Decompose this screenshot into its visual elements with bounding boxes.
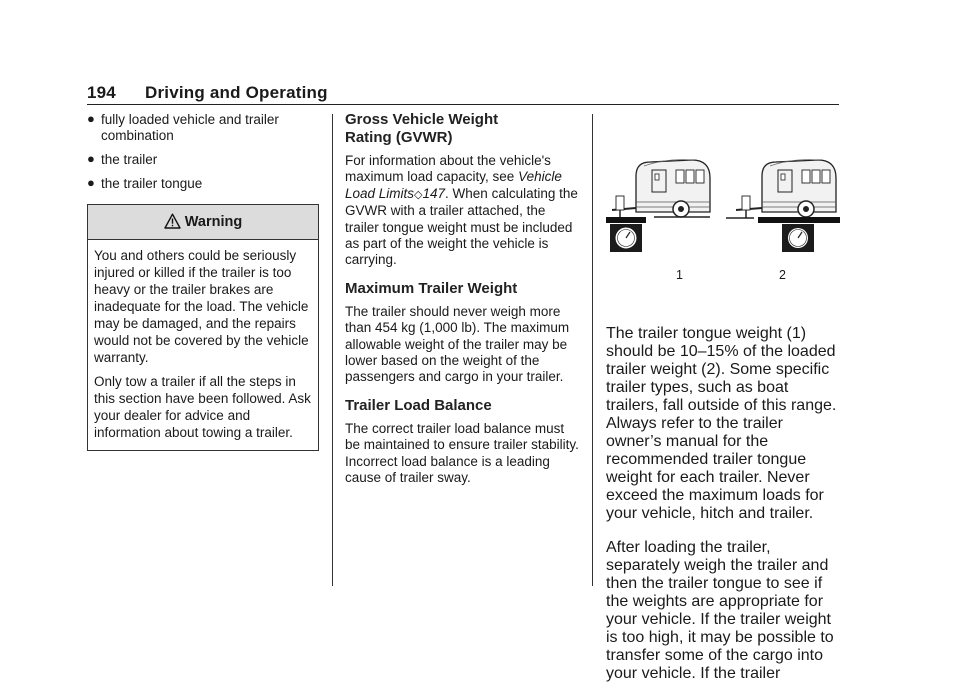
- warning-paragraph: Only tow a trailer if all the steps in this section have been followed. Ask your dealer for advice and information about towing a trailer.: [94, 374, 311, 440]
- column-divider-2: [592, 114, 593, 586]
- figure-label-1: 1: [676, 268, 683, 282]
- cross-reference-icon: ◇: [414, 188, 423, 201]
- list-item-text: the trailer tongue: [101, 176, 203, 191]
- trailer-1-illustration: [606, 160, 710, 252]
- page-header: [87, 83, 839, 103]
- trailer-scales-diagram: [606, 152, 842, 262]
- column-3-text: [606, 309, 842, 699]
- list-item-text: fully loaded vehicle and trailer combination: [101, 112, 279, 143]
- weighing-paragraph: After loading the trailer, separately weigh the trailer and then the trailer tongue to see if the weights are appropriate for your vehicle. If the trailer weight is too high, it may be possible to transfer some of the cargo into your vehicle. If the trailer: [606, 539, 834, 682]
- list-item: [87, 112, 319, 144]
- gvwr-text: For information about the vehicle's maximum load capacity, see: [345, 153, 551, 185]
- vehicle-load-limits-link[interactable]: Vehicle Load Limits: [345, 169, 562, 201]
- section-title: Driving and Operating: [145, 83, 328, 102]
- warning-paragraph: You and others could be seriously injured or killed if the trailer is too heavy or the trailer brakes are inadequate for the load. The vehicle may be damaged, and the repairs would not be covered by the vehicle warranty.: [94, 248, 309, 365]
- gvwr-text-cont: . When calculating the GVWR with a trailer attached, the trailer tongue weight must be included as part of the weight the vehicle is carrying.: [345, 185, 578, 268]
- trailer-2-illustration: [726, 160, 840, 252]
- max-trailer-weight-heading: Maximum Trailer Weight: [345, 279, 518, 297]
- page-reference[interactable]: 147: [422, 185, 446, 201]
- bullet-list: [87, 112, 319, 192]
- trailer-load-balance-paragraph: The correct trailer load balance must be maintained to ensure trailer stability. Incorrect load balance is a leading cause of trailer sway.: [345, 420, 579, 486]
- header-rule: [87, 104, 839, 105]
- tongue-weight-paragraph: The trailer tongue weight (1) should be 10–15% of the loaded trailer weight (2). Some specific trailer types, such as boat trailers, fall outside of this range. Always refer to the trailer owner’s manual for the recommended trailer tongue weight for each trailer. Never exceed the maximum loads for your vehicle, hitch and trailer.: [606, 325, 837, 522]
- column-divider-1: [332, 114, 333, 586]
- warning-body: [88, 240, 318, 450]
- gvwr-heading-line2: Rating (GVWR): [345, 129, 453, 146]
- max-trailer-weight-paragraph: The trailer should never weigh more than 454 kg (1,000 lb). The maximum allowable weight of the trailer may be lower based on the weight of the passengers and cargo in your trailer.: [345, 303, 570, 385]
- gvwr-paragraph: [345, 153, 581, 269]
- column-2: [345, 111, 581, 494]
- list-item-text: the trailer: [101, 152, 158, 167]
- list-item: [87, 152, 319, 168]
- bullet-icon: ●: [87, 175, 95, 190]
- column-1: [87, 112, 319, 451]
- warning-box: [87, 204, 319, 451]
- gvwr-heading: [345, 111, 581, 147]
- page-number: 194: [87, 83, 116, 102]
- bullet-icon: ●: [87, 151, 95, 166]
- gvwr-heading-line1: Gross Vehicle Weight: [345, 111, 499, 128]
- trailer-load-balance-heading: Trailer Load Balance: [345, 396, 492, 414]
- bullet-icon: ●: [87, 111, 95, 126]
- warning-title: Warning: [184, 214, 243, 230]
- list-item: [87, 176, 319, 192]
- figure-label-2: 2: [779, 268, 786, 282]
- tongue-weight-illustration: [606, 152, 842, 287]
- warning-header: [88, 205, 318, 240]
- warning-triangle-icon: [164, 213, 181, 229]
